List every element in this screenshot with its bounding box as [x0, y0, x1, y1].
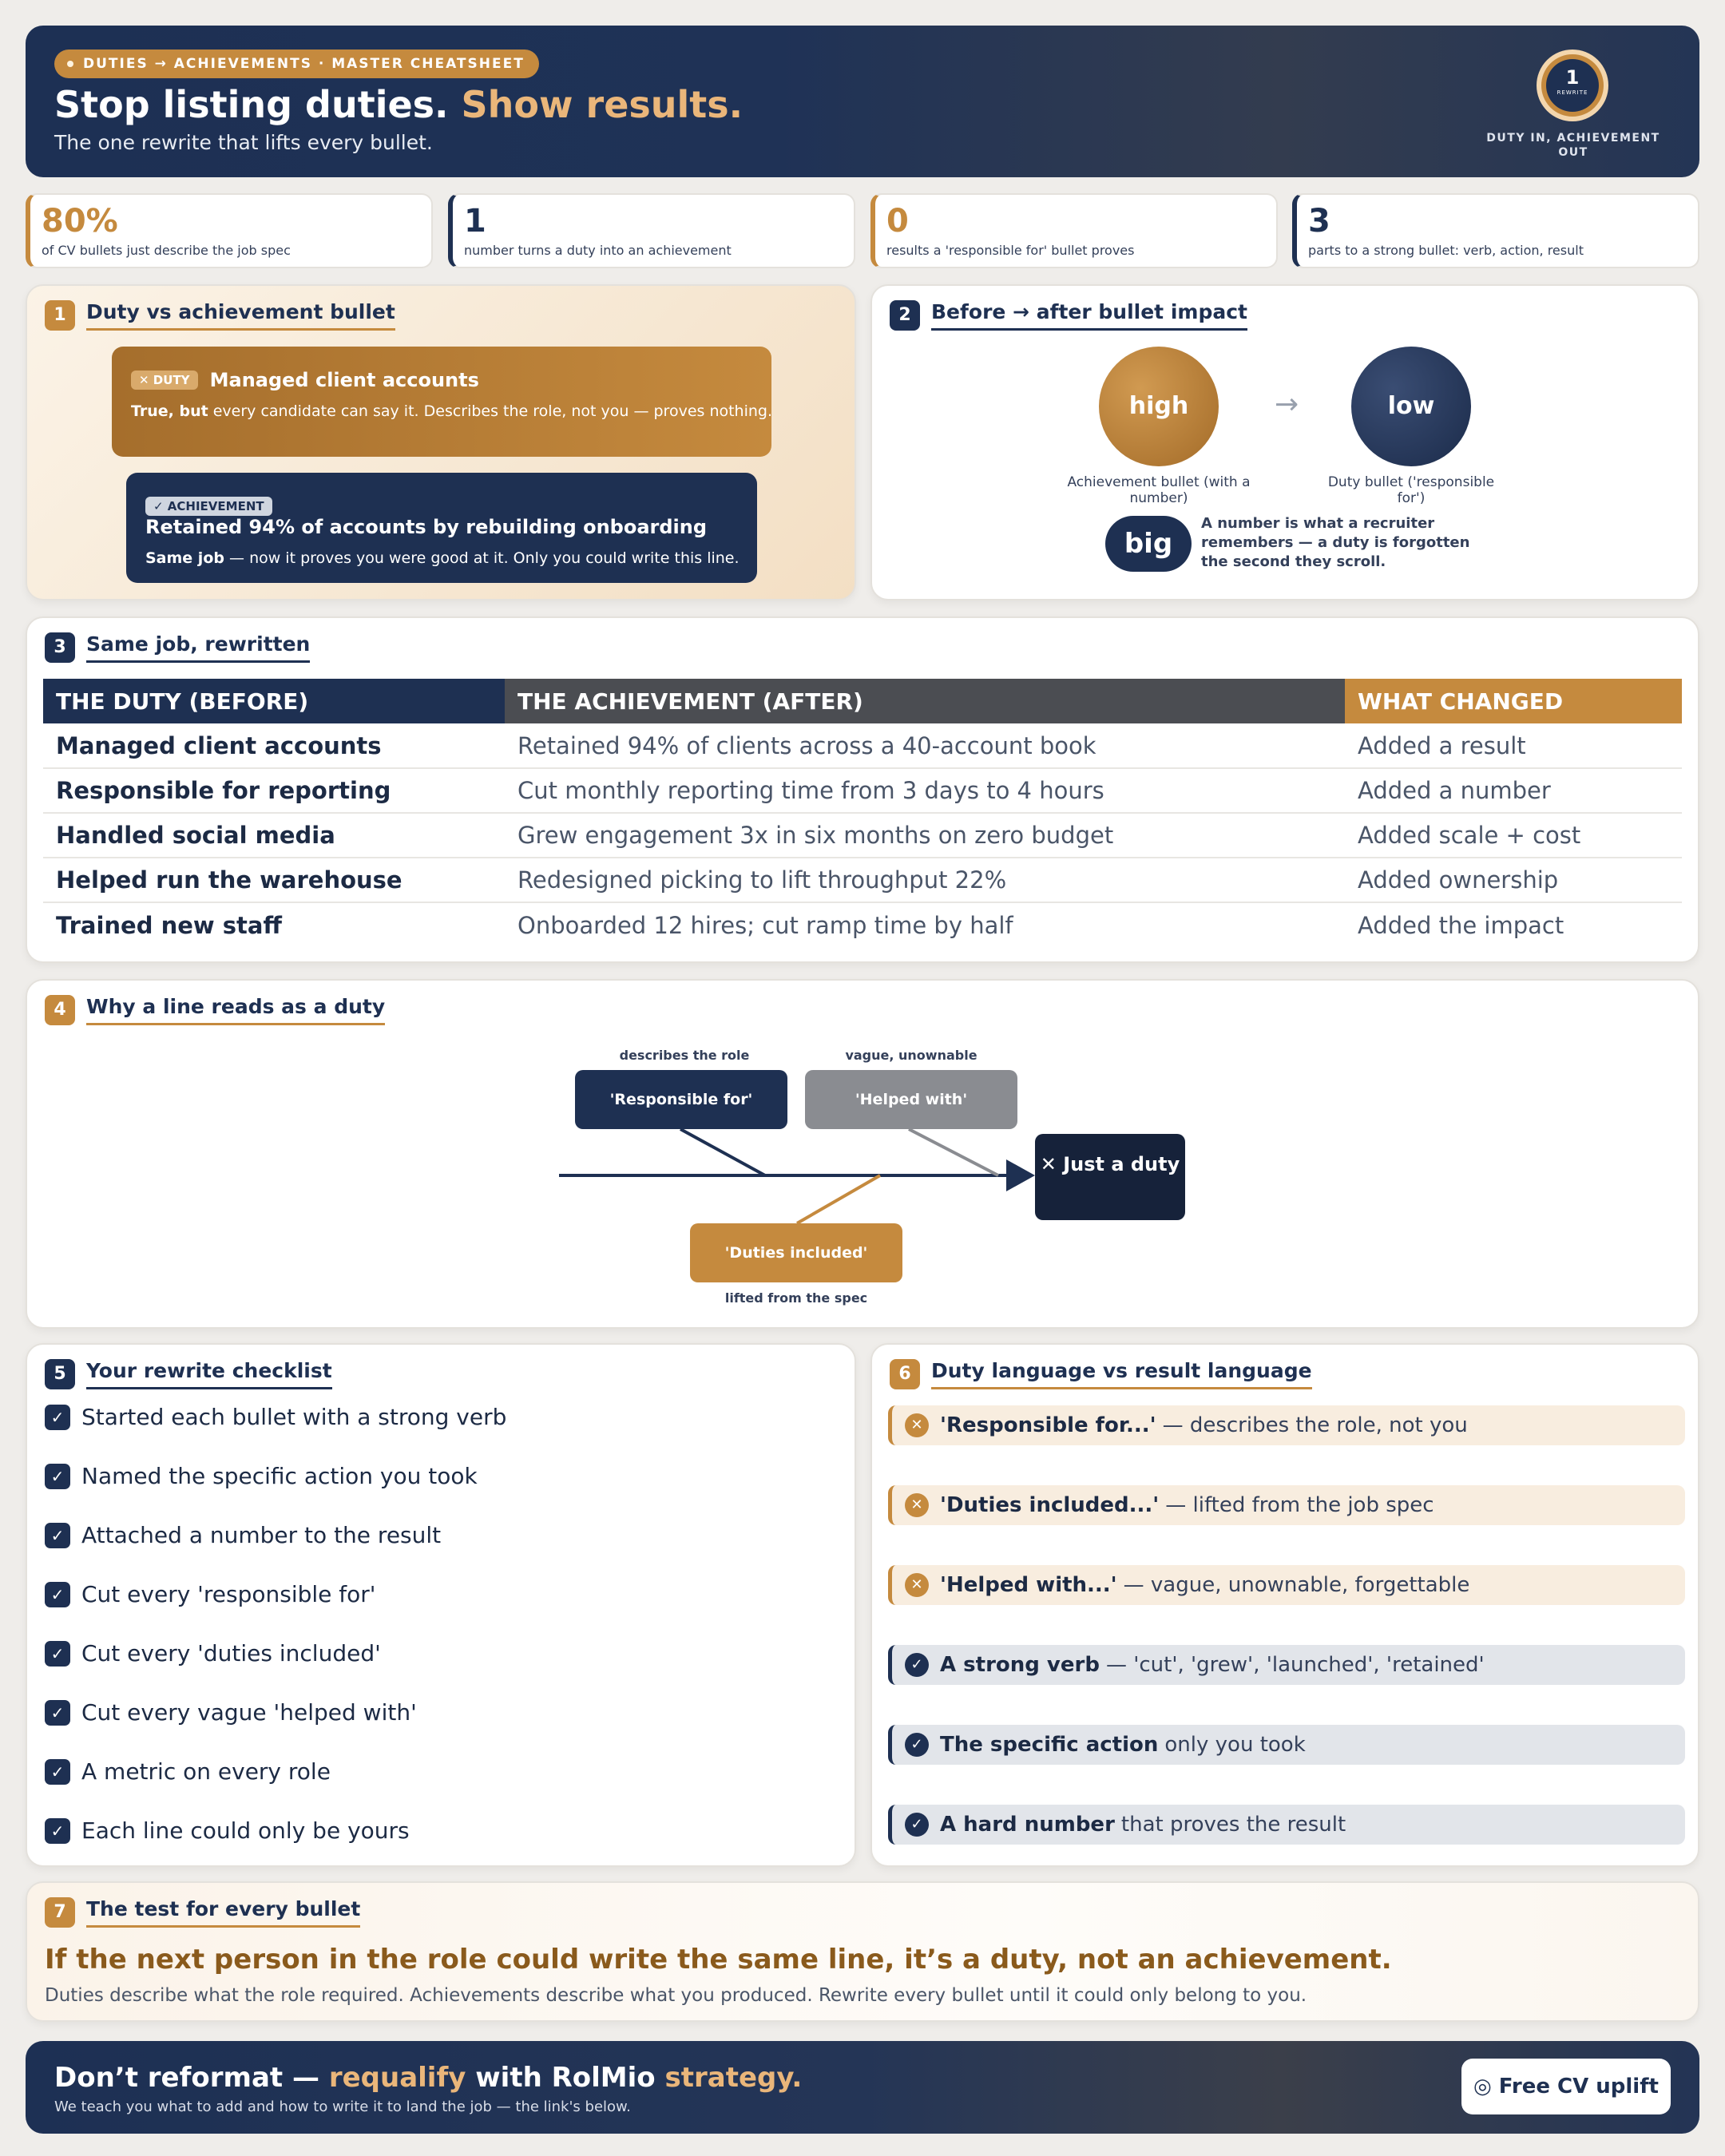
phrase-note: — describes the role, not you [1162, 1413, 1468, 1437]
phrase: 'Responsible for...' [940, 1413, 1156, 1437]
table-cell: Trained new staff [56, 911, 282, 939]
stat-label: of CV bullets just describe the job spec [42, 243, 291, 258]
table-cell: Handled social media [43, 813, 505, 858]
checklist-text: Cut every 'responsible for' [81, 1581, 376, 1607]
check-icon: ✓ [905, 1733, 929, 1757]
section-duty-vs-result-language [870, 1343, 1699, 1867]
checklist-item [45, 1522, 441, 1548]
badge-number: 1 [1565, 66, 1580, 89]
title-part-a: Stop listing duties. [54, 83, 449, 126]
stat-number: 0 [886, 203, 909, 240]
badge-label: REWRITE [1556, 89, 1588, 96]
section-number: 5 [45, 1359, 75, 1389]
result-language-item [888, 1805, 1685, 1845]
section-rewrite-checklist [26, 1343, 856, 1867]
stat-card [870, 193, 1278, 268]
check-icon: ✓ [905, 1813, 929, 1837]
table-cell: Onboarded 12 hires; cut ramp time by half [518, 911, 1013, 939]
stat-number: 1 [464, 203, 486, 240]
stat-card [448, 193, 855, 268]
table-cell: Added scale + cost [1345, 813, 1682, 858]
rewrite-table [43, 679, 1682, 947]
stat-label: parts to a strong bullet: verb, action, result [1308, 243, 1584, 258]
section-same-job-rewritten [26, 616, 1699, 963]
section-number: 1 [45, 300, 75, 331]
checkbox-icon: ✓ [45, 1464, 70, 1489]
checklist-text: Started each bullet with a strong verb [81, 1404, 507, 1430]
phrase-note: that proves the result [1120, 1813, 1346, 1837]
footer-title [54, 2062, 802, 2094]
stat-card [1292, 193, 1699, 268]
table-cell: Helped run the warehouse [43, 858, 505, 902]
checklist-text: Attached a number to the result [81, 1522, 442, 1548]
column-header: THE DUTY (BEFORE) [43, 679, 505, 723]
phrase: The specific action [940, 1733, 1159, 1757]
checkbox-icon: ✓ [45, 1582, 70, 1607]
table-cell: Added a number [1345, 768, 1682, 813]
duty-text: every candidate can say it. Describes the role, not you — proves nothing. [208, 402, 773, 420]
checkbox-icon: ✓ [45, 1523, 70, 1548]
phrase-note: — lifted from the job spec [1165, 1493, 1434, 1517]
cross-icon: ✕ [905, 1413, 929, 1437]
duty-example-box [112, 347, 771, 457]
low-caption: Duty bullet ('responsible for') [1327, 474, 1495, 506]
footer-title-4: strategy. [664, 2062, 803, 2094]
checkbox-icon: ✓ [45, 1700, 70, 1726]
achievement-headline: Retained 94% of accounts by rebuilding onboarding [145, 516, 708, 538]
phrase-note: — vague, unownable, forgettable [1123, 1573, 1470, 1597]
duty-language-item [888, 1485, 1685, 1525]
footer-subtitle: We teach you what to add and how to write it to land the job — the link's below. [54, 2099, 631, 2115]
checklist-item [45, 1463, 478, 1489]
checklist-item [45, 1404, 506, 1430]
phrase-note: — 'cut', 'grew', 'launched', 'retained' [1105, 1653, 1485, 1677]
cause-responsible-for: 'Responsible for' [575, 1070, 787, 1129]
table-row [43, 813, 1682, 858]
result-language-item [888, 1725, 1685, 1765]
checkbox-icon: ✓ [45, 1759, 70, 1785]
table-cell: Cut monthly reporting time from 3 days to 4 hours [505, 768, 1345, 813]
effect-just-a-duty: ✕ Just a duty [1035, 1134, 1185, 1220]
checklist-item [45, 1817, 410, 1844]
table-cell: Added ownership [1345, 858, 1682, 902]
phrase: A hard number [940, 1813, 1115, 1837]
achievement-text: — now it proves you were good at it. Only you could write this line. [224, 549, 740, 567]
phrase: A strong verb [940, 1653, 1100, 1677]
page-title [54, 83, 743, 126]
section-number: 6 [890, 1359, 920, 1389]
checkbox-icon: ✓ [45, 1641, 70, 1667]
section-number: 3 [45, 632, 75, 663]
table-cell: Retained 94% of clients across a 40-account book [505, 723, 1345, 768]
checkbox-icon: ✓ [45, 1405, 70, 1430]
stat-label: results a 'responsible for' bullet proves [886, 243, 1135, 258]
result-language-item [888, 1645, 1685, 1685]
table-row [43, 723, 1682, 768]
checklist-item [45, 1758, 331, 1785]
column-header: WHAT CHANGED [1345, 679, 1682, 723]
table-cell: Added the impact [1358, 911, 1564, 939]
section-bullet-impact [870, 284, 1699, 600]
checklist-text: A metric on every role [81, 1758, 331, 1785]
big-bubble: big [1105, 516, 1192, 572]
free-cv-uplift-button[interactable]: ◎ Free CV uplift [1461, 2059, 1671, 2114]
title-part-b: Show results. [461, 83, 744, 126]
table-cell: Grew engagement 3x in six months on zero budget [505, 813, 1345, 858]
stat-label: number turns a duty into an achievement [464, 243, 732, 258]
footer-title-3: with RolMio [466, 2062, 665, 2094]
section-number: 7 [45, 1897, 75, 1928]
page-subtitle: The one rewrite that lifts every bullet. [54, 131, 433, 154]
column-header: THE ACHIEVEMENT (AFTER) [505, 679, 1345, 723]
duty-headline: Managed client accounts [209, 369, 479, 391]
checklist-text: Cut every vague 'helped with' [81, 1699, 417, 1726]
checklist-item [45, 1640, 381, 1667]
cause-duties-included: 'Duties included' [690, 1223, 902, 1282]
table-cell: Managed client accounts [43, 723, 505, 768]
duty-lead: True, but [131, 402, 208, 420]
checklist-item [45, 1581, 375, 1607]
section-title: Duty vs achievement bullet [86, 300, 395, 331]
footer-banner [26, 2041, 1699, 2134]
achievement-tag: ✓ ACHIEVEMENT [145, 497, 272, 516]
duty-explanation [131, 402, 773, 420]
phrase: 'Duties included...' [940, 1493, 1160, 1517]
section-title: Why a line reads as a duty [86, 995, 385, 1025]
cause-label: vague, unownable [845, 1048, 978, 1063]
table-cell: Responsible for reporting [43, 768, 505, 813]
rewrite-badge [1537, 50, 1608, 121]
header-pill: DUTIES → ACHIEVEMENTS · MASTER CHEATSHEET [54, 50, 539, 78]
test-explanation: Duties describe what the role required. Achievements describe what you produced. Rewrite every bullet until it could only belong to you. [45, 1985, 1307, 2006]
achievement-explanation [145, 549, 738, 567]
stat-card [26, 193, 433, 268]
table-row [43, 768, 1682, 813]
cross-icon: ✕ [905, 1573, 929, 1597]
low-impact-bubble: low [1351, 347, 1471, 466]
big-note: A number is what a recruiter remembers — a duty is forgotten the second they scroll. [1201, 515, 1470, 570]
section-bullet-test [26, 1881, 1699, 2022]
cause-helped-with: 'Helped with' [805, 1070, 1017, 1129]
footer-title-2: requalify [328, 2062, 466, 2094]
checklist-text: Each line could only be yours [81, 1817, 410, 1844]
duty-language-item [888, 1405, 1685, 1445]
header-banner [26, 26, 1699, 177]
achievement-lead: Same job [145, 549, 224, 567]
test-statement: If the next person in the role could write the same line, it’s a duty, not an achievement. [45, 1944, 1392, 1976]
cause-label: describes the role [619, 1048, 750, 1063]
checklist-text: Cut every 'duties included' [81, 1640, 381, 1667]
phrase: 'Helped with...' [940, 1573, 1117, 1597]
checklist-item [45, 1699, 417, 1726]
duty-tag: ✕ DUTY [131, 371, 198, 390]
check-icon: ✓ [905, 1653, 929, 1677]
section-title: The test for every bullet [86, 1897, 360, 1928]
duty-language-item [888, 1565, 1685, 1605]
phrase-note: only you took [1164, 1733, 1306, 1757]
cross-icon: ✕ [905, 1493, 929, 1517]
table-cell: Added a result [1345, 723, 1682, 768]
checkbox-icon: ✓ [45, 1818, 70, 1844]
checklist-text: Named the specific action you took [81, 1463, 478, 1489]
section-number: 4 [45, 995, 75, 1025]
cause-label: lifted from the spec [724, 1290, 868, 1306]
stat-number: 80% [42, 203, 118, 240]
section-title: Same job, rewritten [86, 632, 310, 663]
high-caption: Achievement bullet (with a number) [1067, 474, 1251, 506]
section-number: 2 [890, 300, 920, 331]
section-title: Your rewrite checklist [86, 1359, 332, 1389]
arrow-right-icon: → [1275, 388, 1299, 421]
section-duty-vs-achievement [26, 284, 856, 600]
section-title: Duty language vs result language [931, 1359, 1312, 1389]
high-impact-bubble: high [1099, 347, 1219, 466]
table-row [43, 858, 1682, 902]
section-title: Before → after bullet impact [931, 300, 1247, 331]
table-cell: Redesigned picking to lift throughput 22% [505, 858, 1345, 902]
badge-caption: DUTY IN, ACHIEVEMENT OUT [1486, 132, 1660, 159]
table-row [43, 902, 1682, 947]
section-why-duty [26, 979, 1699, 1329]
achievement-example-box [126, 473, 757, 583]
footer-title-1: Don’t reformat — [54, 2062, 329, 2094]
stat-number: 3 [1308, 203, 1330, 240]
